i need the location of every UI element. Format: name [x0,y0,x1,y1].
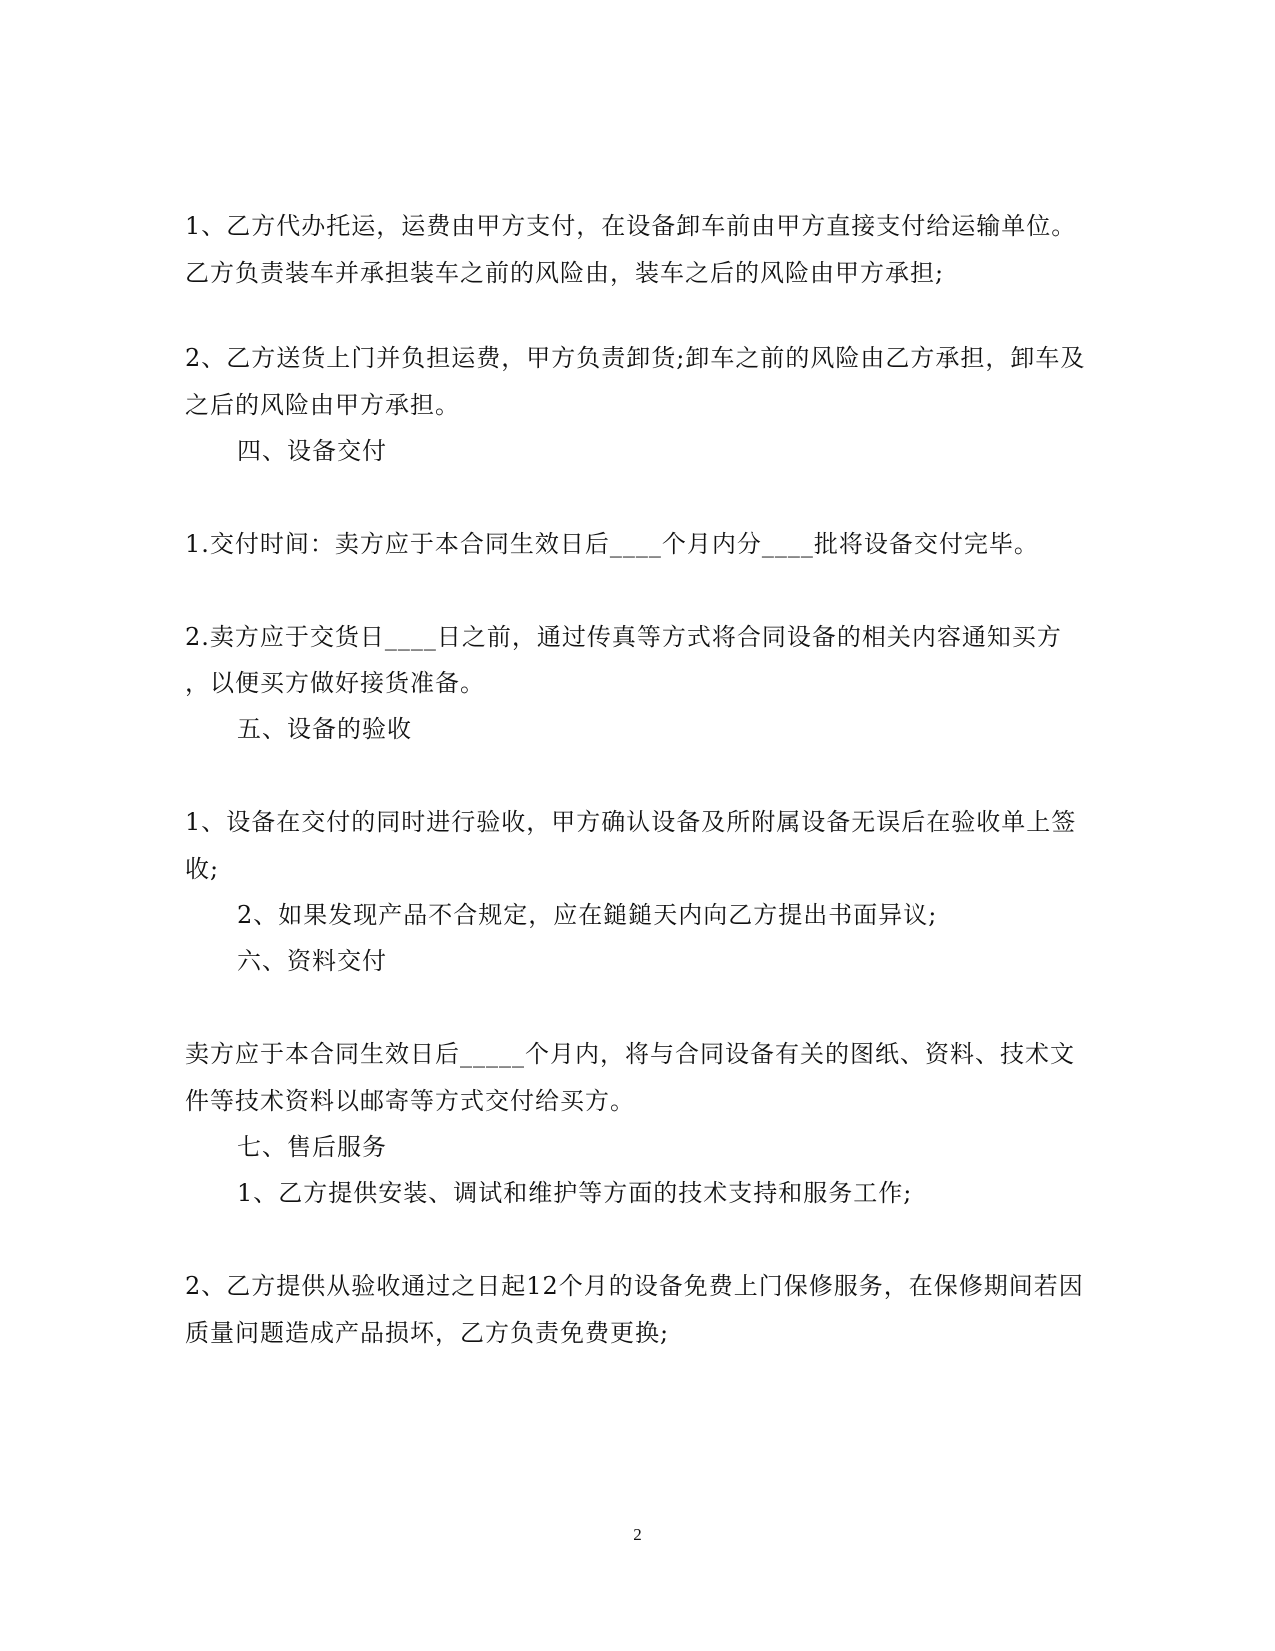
acceptance-clause-1-line-2: 收; [185,855,220,883]
section-heading-documents: 六、资料交付 [237,947,387,975]
documents-clause-line-2: 件等技术资料以邮寄等方式交付给买方。 [185,1087,635,1115]
page-number: 2 [633,1525,642,1544]
after-sales-clause-2-line-2: 质量问题造成产品损坏，乙方负责免费更换; [185,1319,670,1347]
clause-1-line-2: 乙方负责装车并承担装车之前的风险由，装车之后的风险由甲方承担; [185,259,945,287]
delivery-clause-1: 1.交付时间：卖方应于本合同生效日后____个月内分____批将设备交付完毕。 [185,530,1039,558]
section-heading-delivery: 四、设备交付 [237,437,387,465]
acceptance-clause-2: 2、如果发现产品不合规定，应在鎚鎚天内向乙方提出书面异议; [237,901,938,929]
documents-clause-line-1: 卖方应于本合同生效日后_____个月内，将与合同设备有关的图纸、资料、技术文 [185,1040,1075,1068]
clause-2-line-2: 之后的风险由甲方承担。 [185,391,460,419]
delivery-clause-2-line-2: ，以便买方做好接货准备。 [185,669,485,697]
after-sales-clause-2-line-1: 2、乙方提供从验收通过之日起12个月的设备免费上门保修服务，在保修期间若因 [185,1272,1084,1300]
section-heading-after-sales: 七、售后服务 [237,1133,387,1161]
section-heading-acceptance: 五、设备的验收 [237,715,412,743]
after-sales-clause-1: 1、乙方提供安装、调试和维护等方面的技术支持和服务工作; [237,1179,913,1207]
clause-1-line-1: 1、乙方代办托运，运费由甲方支付，在设备卸车前由甲方直接支付给运输单位。 [185,212,1077,240]
acceptance-clause-1-line-1: 1、设备在交付的同时进行验收，甲方确认设备及所附属设备无误后在验收单上签 [185,808,1077,836]
clause-2-line-1: 2、乙方送货上门并负担运费，甲方负责卸货;卸车之前的风险由乙方承担，卸车及 [185,344,1086,372]
delivery-clause-2-line-1: 2.卖方应于交货日____日之前，通过传真等方式将合同设备的相关内容通知买方 [185,623,1062,651]
